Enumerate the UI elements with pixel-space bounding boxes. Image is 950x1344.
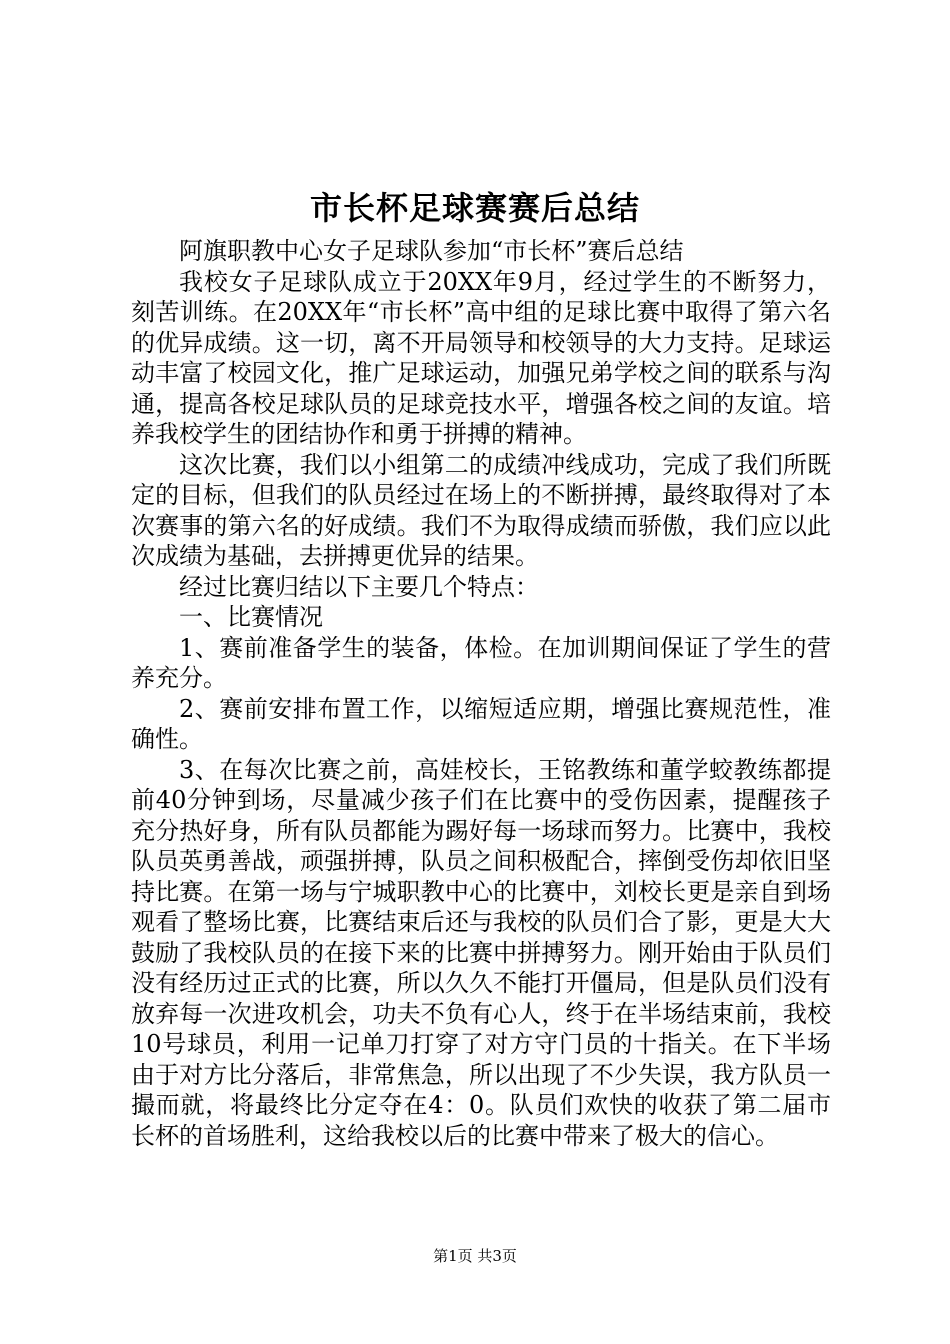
page-number-footer: 第1页 共3页 [433,1247,517,1265]
paragraph-features-lead: 经过比赛归结以下主要几个特点： [179,572,539,601]
document-title: 市长杯足球赛赛后总结 [309,189,640,227]
document-body [131,236,831,1151]
paragraph-result: 这次比赛，我们以小组第二的成绩冲线成功，完成了我们所既定的目标，但我们的队员经过在场上的不断拼搏，最终取得对了本次赛事的第六名的好成绩。我们不为取得成绩而骄傲，我们应以此次成绩为基础，去拼搏更优异的结果。 [131,450,831,570]
list-item-2: 2、赛前安排布置工作，以缩短适应期，增强比赛规范性，准确性。 [131,694,831,753]
section-heading: 一、比赛情况 [179,603,323,631]
paragraph-subtitle: 阿旗职教中心女子足球队参加“市长杯”赛后总结 [179,237,684,265]
list-item-1: 1、赛前准备学生的装备，体检。在加训期间保证了学生的营养充分。 [131,633,831,692]
list-item-3: 3、在每次比赛之前，高娃校长，王铭教练和董学蛟教练都提前40分钟到场，尽量减少孩子们在比赛中的受伤因素，提醒孩子充分热好身，所有队员都能为踢好每一场球而努力。比赛中，我校队员英勇善战，顽强拼搏，队员之间积极配合，摔倒受伤却依旧坚持比赛。在第一场与宁城职教中心的比赛中，刘校长更是亲自到场观看了整场比赛，比赛结束后还与我校的队员们合了影，更是大大鼓励了我校队员的在接下来的比赛中拼搏努力。刚开始由于队员们没有经历过正式的比赛，所以久久不能打开僵局，但是队员们没有放弃每一次进攻机会，功夫不负有心人，终于在半场结束前，我校10号球员，利用一记单刀打穿了对方守门员的十指关。在下半场由于对方比分落后，非常焦急，所以出现了不少失误，我方队员一撮而就，将最终比分定夺在4：0。队员们欢快的收获了第二届市长杯的首场胜利，这给我校以后的比赛中带来了极大的信心。 [131,755,831,1150]
paragraph-intro: 我校女子足球队成立于20XX年9月，经过学生的不断努力，刻苦训练。在20XX年“市长杯”高中组的足球比赛中取得了第六名的优异成绩。这一切，离不开局领导和校领导的大力支持。足球运动丰富了校园文化，推广足球运动，加强兄弟学校之间的联系与沟通，提高各校足球队员的足球竞技水平，增强各校之间的友谊。培养我校学生的团结协作和勇于拼搏的精神。 [131,267,831,448]
